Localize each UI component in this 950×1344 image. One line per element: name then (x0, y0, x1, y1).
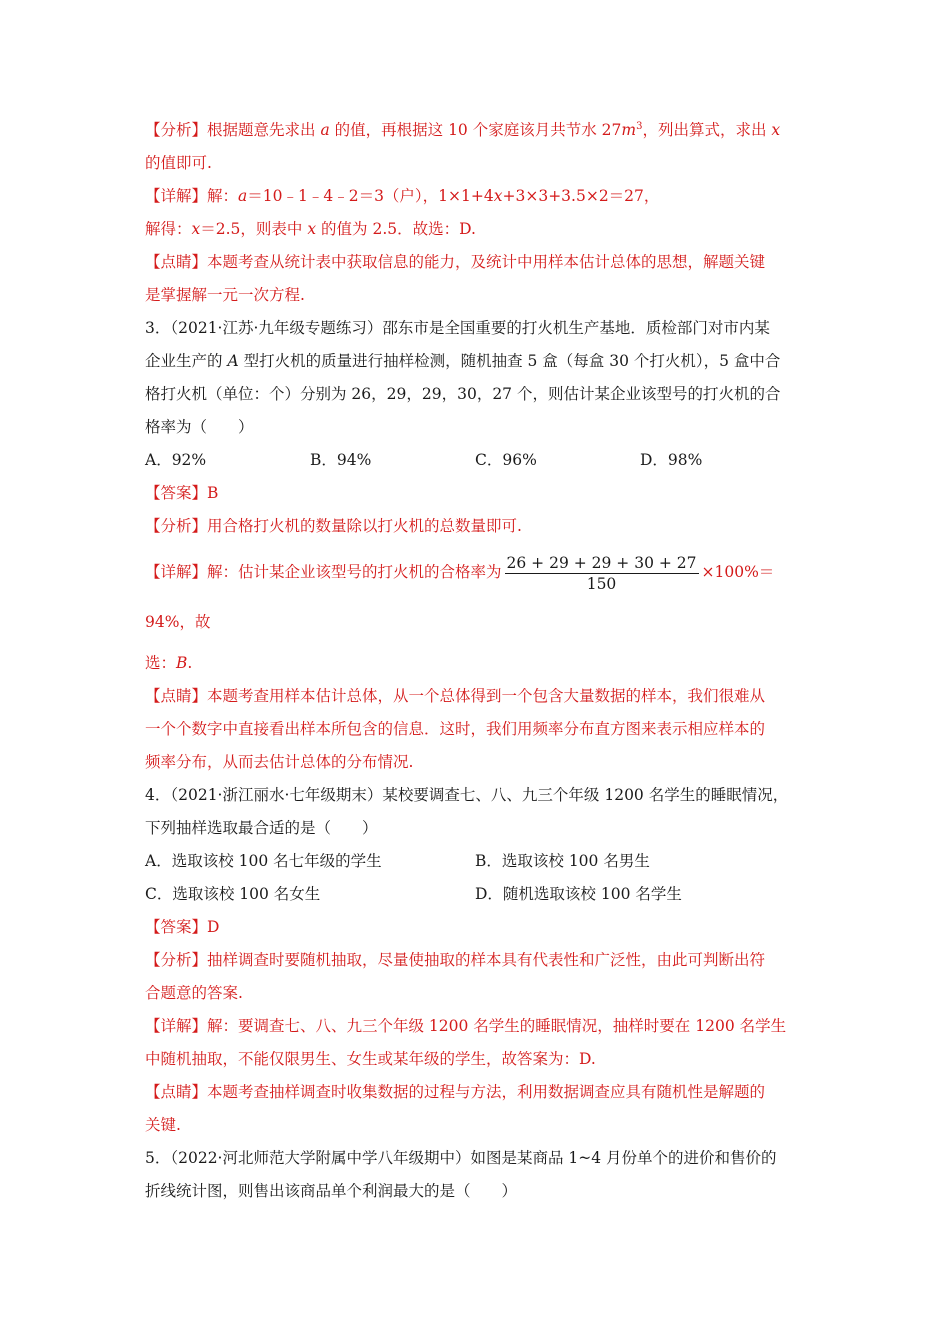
q4-detail: 【详解】解：要调查七、八、九三个年级 1200 名学生的睡眠情况，抽样时要在 1200 名学生 (145, 1017, 787, 1036)
q3-comment-cont: 频率分布，从而去估计总体的分布情况. (145, 753, 414, 772)
q3-comment: 【点睛】本题考查用样本估计总体，从一个总体得到一个包含大量数据的样本，我们很难从 (145, 687, 766, 706)
q3-answer: 【答案】B (145, 484, 219, 503)
q3-option-d: D．98% (640, 451, 703, 470)
q3-option-a: A．92% (145, 451, 207, 470)
q2-comment-cont: 是掌握解一元一次方程. (145, 286, 305, 305)
q3-comment-cont: 一个个数字中直接看出样本所包含的信息．这时，我们用频率分布直方图来表示相应样本的 (145, 720, 766, 739)
q2-detail: 【详解】解：a＝10﹣1﹣4﹣2＝3（户），1×1+4x+3×3+3.5×2＝27， (145, 187, 660, 206)
q4-comment: 【点睛】本题考查抽样调查时收集数据的过程与方法，利用数据调查应具有随机性是解题的 (145, 1083, 766, 1102)
q4-answer: 【答案】D (145, 918, 220, 937)
q2-analysis: 【分析】根据题意先求出 a 的值，再根据这 10 个家庭该月共节水 $27m^3$，列出算式，求出 x (145, 121, 781, 140)
q4-detail-cont: 中随机抽取，不能仅限男生、女生或某年级的学生，故答案为：D. (145, 1050, 596, 1069)
q3-analysis: 【分析】用合格打火机的数量除以打火机的总数量即可. (145, 517, 522, 536)
q4-comment-cont: 关键. (145, 1116, 181, 1135)
q3-stem-cont: 格率为（ ） (145, 418, 254, 437)
q3-option-b: B．94% (310, 451, 372, 470)
q4-option-d: D．随机选取该校 100 名学生 (475, 885, 682, 904)
q2-analysis-cont: 的值即可. (145, 154, 212, 173)
q3-stem-cont: 企业生产的 A 型打火机的质量进行抽样检测，随机抽查 5 盒（每盒 30 个打火机），5 盒中合 (145, 352, 781, 371)
q3-detail-cont: 选：B. (145, 654, 193, 673)
q5-stem: 5．（2022·河北师范大学附属中学八年级期中）如图是某商品 1~4 月份单个的进价和售价的 (145, 1149, 777, 1168)
q2-detail-cont: 解得：x＝2.5，则表中 x 的值为 2.5．故选：D. (145, 220, 476, 239)
q4-stem: 4．（2021·浙江丽水·七年级期末）某校要调查七、八、九三个年级 1200 名学生的睡眠情况， (145, 786, 789, 805)
q4-analysis: 【分析】抽样调查时要随机抽取，尽量使抽取的样本具有代表性和广泛性，由此可判断出符 (145, 951, 766, 970)
q4-options-row2 (145, 878, 810, 911)
q4-analysis-cont: 合题意的答案. (145, 984, 243, 1003)
fraction-denominator: 150 (586, 574, 617, 593)
q4-option-a: A．选取该校 100 名七年级的学生 (145, 852, 382, 871)
q3-options (145, 444, 810, 477)
q3-detail: 【详解】解：估计某企业该型号的打火机的合格率为 $\frac{26 + 29 + 29 + 30 + 27}{150}$ ×100%＝94%，故 (145, 553, 775, 632)
q3-option-c: C．96% (475, 451, 537, 470)
document-page (145, 110, 810, 1208)
q4-stem-cont: 下列抽样选取最合适的是（ ） (145, 819, 378, 838)
q5-stem-cont: 折线统计图，则售出该商品单个利润最大的是（ ） (145, 1182, 518, 1201)
q4-option-b: B．选取该校 100 名男生 (475, 852, 650, 871)
q4-options-row1 (145, 845, 810, 878)
q2-comment: 【点睛】本题考查从统计表中获取信息的能力，及统计中用样本估计总体的思想，解题关键 (145, 253, 766, 272)
q3-stem: 3．（2021·江苏·九年级专题练习）邵东市是全国重要的打火机生产基地．质检部门对市内某 (145, 319, 770, 338)
fraction-numerator: 26 + 29 + 29 + 30 + 27 (506, 553, 697, 572)
q3-stem-cont: 格打火机（单位：个）分别为 26，29，29，30，27 个，则估计某企业该型号的打火机的合 (145, 385, 781, 404)
q3-fraction (505, 553, 699, 594)
q4-option-c: C．选取该校 100 名女生 (145, 885, 321, 904)
